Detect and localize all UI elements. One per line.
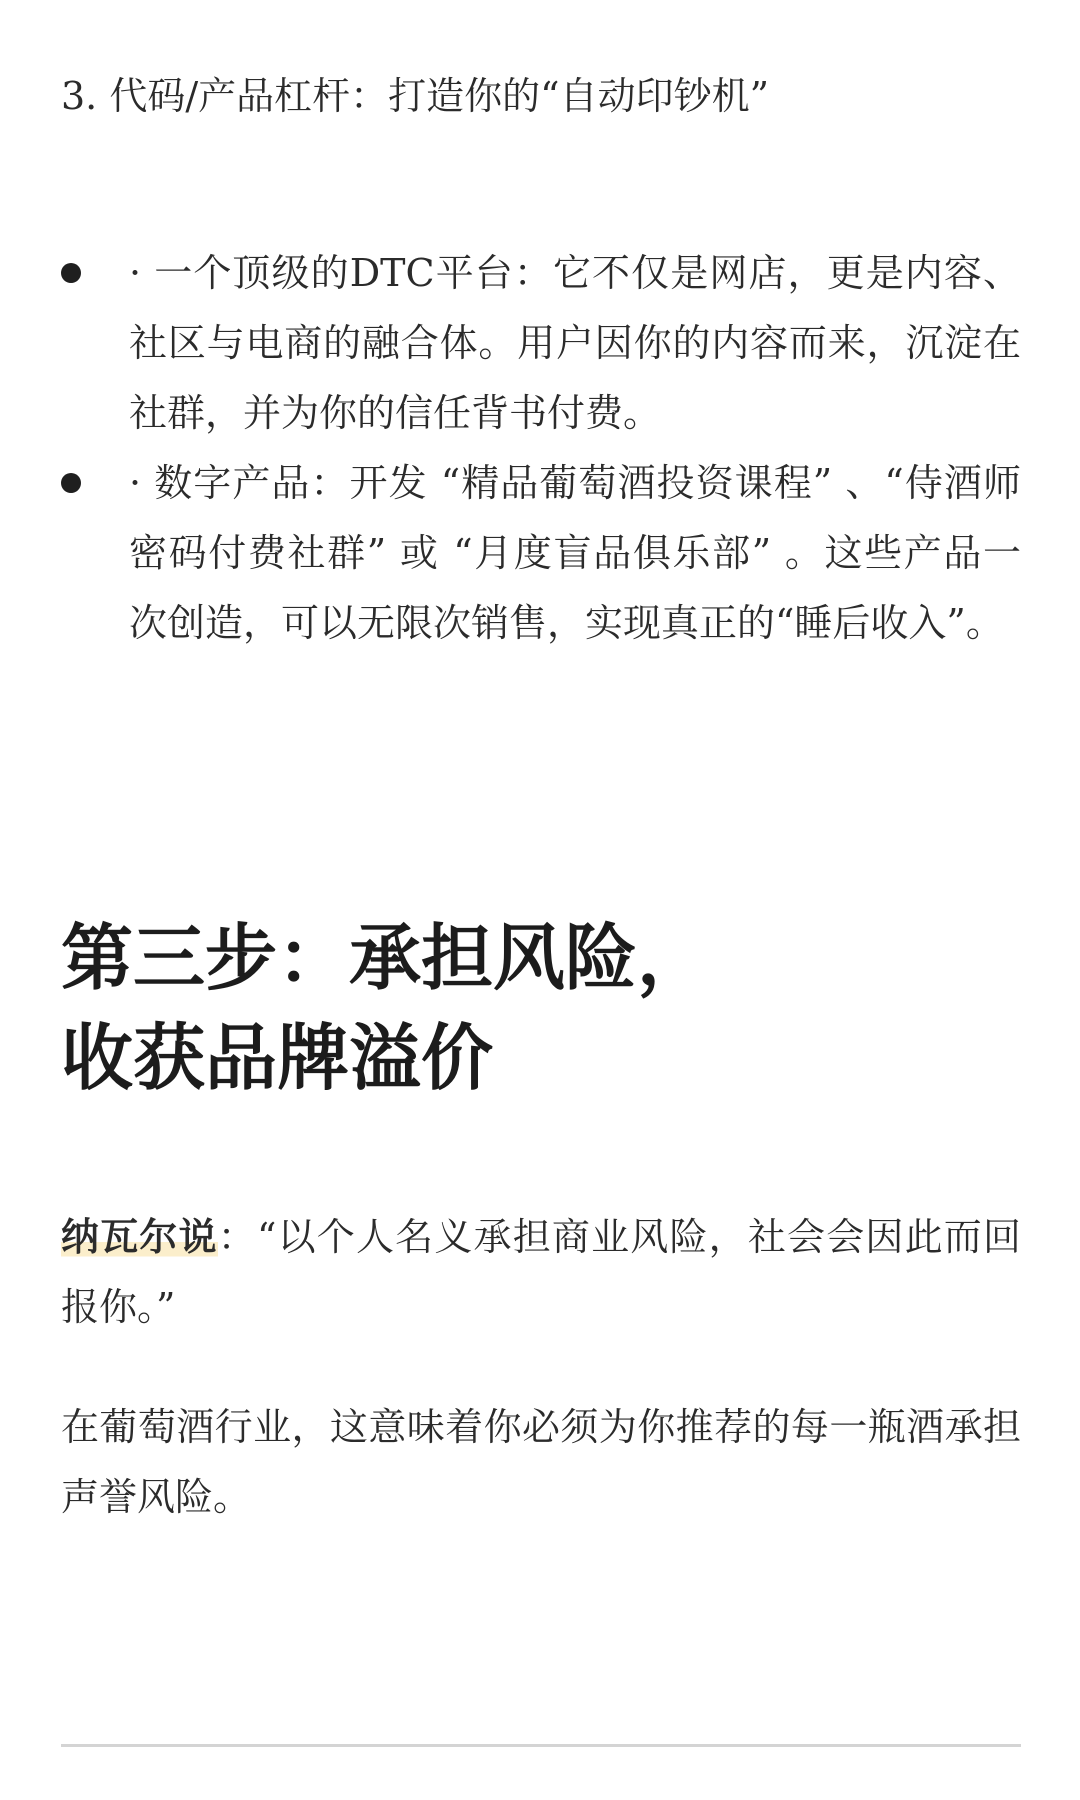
section-title-line-1: 第三步：承担风险， <box>61 915 710 1000</box>
list-item <box>61 448 1021 658</box>
quote-paragraph <box>61 1202 1021 1342</box>
highlighted-speaker: 纳瓦尔说 <box>61 1214 218 1259</box>
sub-heading: 3. 代码/产品杠杆：打造你的“自动印钞机” <box>61 74 769 118</box>
quote-text: ：“以个人名义承担商业风险，社会会因此而回报你。” <box>61 1215 1021 1329</box>
bullet-list <box>61 238 1021 658</box>
section-title-line-2: 收获品牌溢价 <box>61 1015 494 1100</box>
bullet-dot <box>61 473 81 493</box>
list-item-text: · 数字产品：开发 “精品葡萄酒投资课程” 、“侍酒师密码付费社群” 或 “月度盲品俱乐部” 。这些产品一次创造，可以无限次销售，实现真正的“睡后收入”。 <box>129 461 1021 645</box>
divider <box>61 1744 1021 1747</box>
list-item <box>61 238 1021 448</box>
list-item-text: · 一个顶级的DTC平台：它不仅是网店，更是内容、社区与电商的融合体。用户因你的内容而来，沉淀在社群，并为你的信任背书付费。 <box>129 251 1021 435</box>
body-paragraph: 在葡萄酒行业，这意味着你必须为你推荐的每一瓶酒承担声誉风险。 <box>61 1405 1021 1519</box>
section-title <box>61 908 709 1108</box>
bullet-dot <box>61 263 81 283</box>
